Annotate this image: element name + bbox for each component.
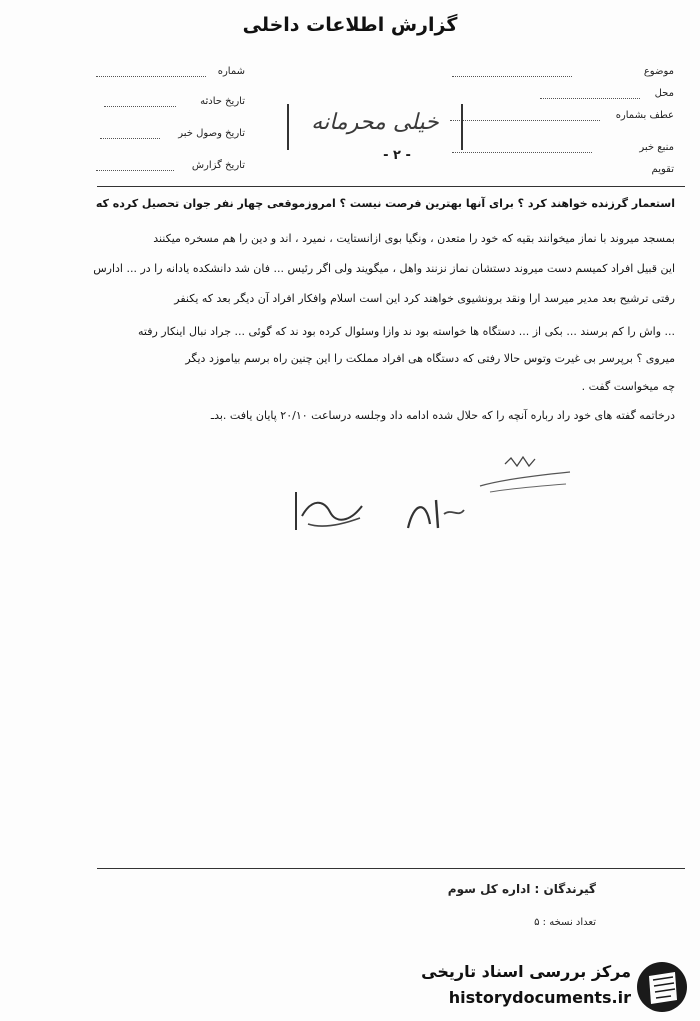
body-line: میروی ؟ برپرسر بی غیرت وتوس حالا رفتی که دستگاه هی افراد مملکت را این چنین راه برسم بیاموزد دیگر <box>185 352 675 365</box>
field-subject-label: موضوع <box>643 66 674 77</box>
body-line: درخاتمه گفته های خود راد رباره آنچه را که حلال شده ادامه داد وجلسه درساعت ۲۰/۱۰ پایان یافت .بدـ <box>210 409 675 422</box>
page-number: - ۲ - <box>383 148 411 163</box>
body-line: استعمار گرزنده خواهند کرد ؟ برای آنها بهترین فرصت نیست ؟ امروزموقعی چهار نفر جوان تحصیل کرده که <box>95 197 675 210</box>
footer-divider <box>97 868 685 869</box>
field-reference-dots <box>450 120 600 121</box>
archive-url: historydocuments.ir <box>448 988 631 1007</box>
field-reference-label: عطف بشماره <box>615 110 674 121</box>
body-line: چه میخواست گفت . <box>581 380 675 393</box>
signature <box>290 488 370 536</box>
archive-watermark <box>418 958 693 1016</box>
field-report-date-label: تاریخ گزارش <box>191 160 245 171</box>
archive-name: مرکز بررسی اسناد تاریخی <box>421 962 631 981</box>
field-receipt-date-dots <box>100 138 160 139</box>
signature <box>400 494 470 534</box>
header-divider <box>97 186 685 187</box>
handwritten-annotation <box>470 450 580 500</box>
field-report-date-dots <box>96 170 174 171</box>
field-source-label: منبع خبر <box>639 142 674 153</box>
field-source-dots <box>452 152 592 153</box>
body-line: ... واش را کم برسند ... بکی از ... دستگاه ها خواسته بود ند وازا وسئوال کرده بود ند که گوئی ... جراد نبال اینکار رفته <box>138 325 675 338</box>
field-location-dots <box>540 98 640 99</box>
archive-logo-icon <box>635 960 689 1014</box>
field-subject-dots <box>452 76 572 77</box>
body-line: بمسجد میروند با نماز میخوانند بقیه که خود را متعدن ، ونگیا بوی ازانستایت ، نمیرد ، اند و دین را هم مسخره میکنند <box>153 232 675 245</box>
body-line: این قبیل افراد کمیسم دست میروند دستشان نماز نزنند واهل ، میگویند ولی اگر رئیس ... فان شد دانشکده یادانه را در ... ادارس <box>93 262 675 275</box>
field-evaluation-label: تقویم <box>651 164 674 175</box>
report-title: گزارش اطلاعات داخلی <box>242 14 458 36</box>
field-incident-date-label: تاریخ حادثه <box>200 96 245 107</box>
field-incident-date-dots <box>104 106 176 107</box>
field-receipt-date-label: تاریخ وصول خبر <box>178 128 245 139</box>
field-location-label: محل <box>654 88 674 99</box>
body-line: رفتی ترشیح بعد مدیر میرسد ارا ونقد برونشیوی خواهند کرد این است اسلام وافکار افراد آن دیگر بعد که یکنفر <box>174 292 675 305</box>
classification-stamp-text: خیلی محرمانه <box>311 110 439 135</box>
copy-count: تعداد نسخه : ۵ <box>534 917 596 928</box>
field-number-label: شماره <box>217 66 245 77</box>
classification-stamp <box>287 104 463 150</box>
recipients: گیرندگان : اداره کل سوم <box>447 882 596 896</box>
field-number-dots <box>96 76 206 77</box>
